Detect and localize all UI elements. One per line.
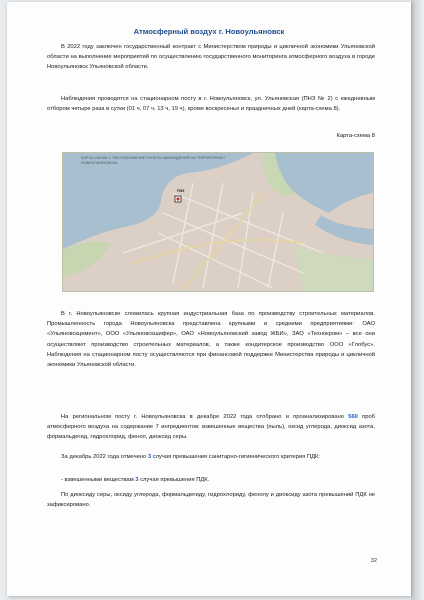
map-image bbox=[63, 153, 373, 291]
document-page bbox=[7, 2, 411, 596]
observation-point-label: ПНЗ bbox=[177, 189, 185, 193]
bullet-text-start: - взвешенными веществам bbox=[61, 477, 136, 483]
paragraph-samples bbox=[47, 412, 375, 443]
samples-text-end: проб атмосферного воздуха на содержание 7 ингредиентов: взвешенные вещества (пыль), оксид углерода, диоксид азота, формальдегид, гидрохлорид, фенол, диоксид серы. bbox=[47, 414, 375, 441]
bullet-suspended-matter bbox=[47, 475, 375, 485]
page-title: Атмосферный воздух г. Новоульяновск bbox=[133, 27, 285, 36]
paragraph-contract: В 2022 году заключен государственный контракт с Министерством природы и цикличной экономики Ульяновской области на выполнение мероприятий по осуществлению государственного мониторинга атмосферного воздуха в городе Новоульяновск Ульяновской области. bbox=[47, 44, 375, 71]
exceedances-count: 3 bbox=[147, 454, 152, 460]
page-number: 32 bbox=[370, 558, 377, 564]
exceedances-text-end: случая превышения санитарно-гигиенического критерия ПДК: bbox=[151, 454, 321, 460]
map-caption-label: Карта-схема 8 bbox=[336, 133, 375, 139]
map-scheme bbox=[62, 152, 374, 292]
samples-text-start: На региональном посту г. Новоульяновска в декабре 2022 года отобрано и проанализировано bbox=[61, 414, 349, 420]
paragraph-no-exceedances: По диоксиду серы, оксиду углерода, формальдегиду, гидрохлориду, фенолу и диоксиду азота превышений ПДК не зафиксировано. bbox=[47, 492, 375, 509]
exceedances-text-start: За декабрь 2022 года отмечено bbox=[61, 454, 148, 460]
samples-count: 560 bbox=[348, 414, 358, 420]
paragraph-observations: Наблюдения проводятся на стационарном посту в г. Новоульяновск, ул. Ульяновская (ПНЗ № 2) с ежедневным отбором четыре раза в сутки (01 ч, 07 ч, 13 ч, 19 ч), кроме воскресенья и праздничных дней (карта-схема 8). bbox=[47, 96, 375, 113]
adjacent-page-edge bbox=[411, 0, 424, 600]
paragraph-exceedances bbox=[47, 452, 375, 462]
map-inner-title: КАРТА-СХЕМА 1. РАСПОЛОЖЕНИЕ ПУНКТА НАБЛЮДЕНИЯ НА ТЕРРИТОРИИ Г. НОВОУЛЬЯНОВСКА bbox=[81, 156, 227, 165]
paragraph-industry: В г. Новоульяновске сложилась крупная индустриальная база по производству строительных материалов. Промышленность города Новоульяновска представлена крупными и средними предприятиями: ОАО «Ульяновскцемент», ООО «Ульяновскшифер», ОАО «Новоульяновский завод ЖБИ», ЗАО «Технокром» – все они осуществляют производство строительных материалов, а также кондитерское производство ООО «Глобус». Наблюдения на стационарном посту осуществляются при финансовой поддержке Министерства природы и цикличной экономики Ульяновской области. bbox=[47, 311, 375, 369]
bullet-text-end: случая превышения ПДК. bbox=[138, 477, 210, 483]
bullet-count: 3 bbox=[135, 477, 139, 483]
